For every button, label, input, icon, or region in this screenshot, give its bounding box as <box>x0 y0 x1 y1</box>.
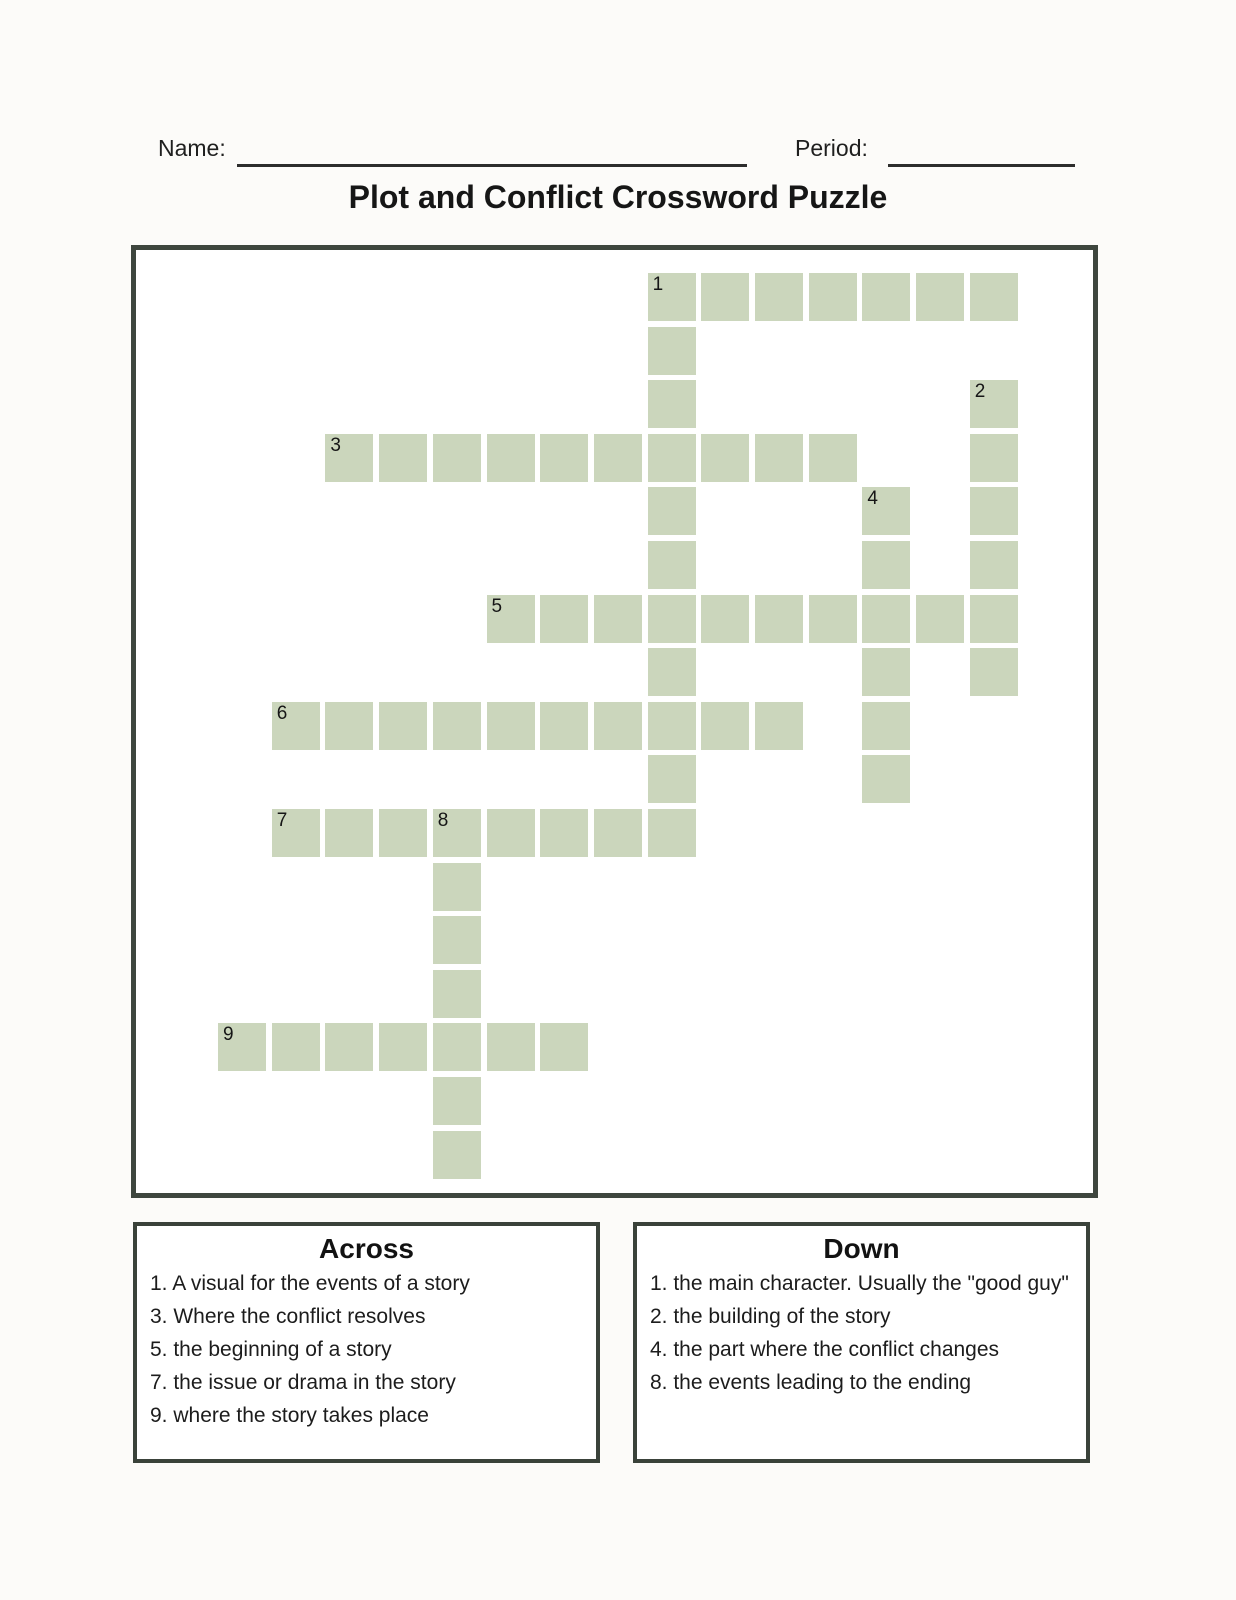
clue-item-across-1: 1. A visual for the events of a story <box>150 1272 470 1295</box>
crossword-cell[interactable] <box>648 755 696 803</box>
clue-item-down-4: 4. the part where the conflict changes <box>650 1338 1000 1361</box>
crossword-cell[interactable] <box>648 595 696 643</box>
crossword-cell[interactable] <box>701 702 749 750</box>
crossword-cell[interactable] <box>325 809 373 857</box>
crossword-cell[interactable] <box>433 1077 481 1125</box>
crossword-cell[interactable] <box>648 434 696 482</box>
crossword-cell[interactable] <box>916 273 964 321</box>
clue-item-down-8: 8. the events leading to the ending <box>650 1371 972 1394</box>
crossword-cell[interactable] <box>325 434 373 482</box>
crossword-grid <box>131 245 1098 1198</box>
crossword-cell[interactable] <box>648 702 696 750</box>
cell-number: 2 <box>974 381 986 403</box>
cell-number: 3 <box>330 434 341 456</box>
crossword-cell[interactable] <box>755 595 803 643</box>
crossword-cell[interactable] <box>433 863 481 911</box>
crossword-cell[interactable] <box>970 434 1018 482</box>
crossword-cell[interactable] <box>862 273 910 321</box>
crossword-cell[interactable] <box>970 380 1018 428</box>
clue-item-across-3: 3. Where the conflict resolves <box>150 1305 426 1328</box>
crossword-cell[interactable] <box>755 434 803 482</box>
crossword-cell[interactable] <box>540 702 588 750</box>
crossword-cell[interactable] <box>594 702 642 750</box>
cell-number: 9 <box>223 1024 234 1046</box>
crossword-cell[interactable] <box>970 273 1018 321</box>
crossword-cell[interactable] <box>487 595 535 643</box>
crossword-cell[interactable] <box>648 273 696 321</box>
crossword-cell[interactable] <box>648 648 696 696</box>
crossword-cell[interactable] <box>755 702 803 750</box>
cell-number: 6 <box>276 702 288 724</box>
crossword-cell[interactable] <box>433 916 481 964</box>
crossword-cell[interactable] <box>809 434 857 482</box>
crossword-cell[interactable] <box>594 434 642 482</box>
crossword-cell[interactable] <box>970 648 1018 696</box>
crossword-cell[interactable] <box>540 1023 588 1071</box>
crossword-cell[interactable] <box>540 595 588 643</box>
crossword-cell[interactable] <box>648 380 696 428</box>
crossword-cell[interactable] <box>433 809 481 857</box>
down-clue-list <box>650 1267 1073 1399</box>
crossword-cell[interactable] <box>970 487 1018 535</box>
down-clues-title: Down <box>823 1233 900 1264</box>
crossword-cell[interactable] <box>648 541 696 589</box>
clue-item-across-5: 5. the beginning of a story <box>150 1338 392 1361</box>
crossword-cell[interactable] <box>755 273 803 321</box>
crossword-cell[interactable] <box>970 595 1018 643</box>
crossword-cell[interactable] <box>433 434 481 482</box>
page-title: Plot and Conflict Crossword Puzzle <box>348 179 888 215</box>
crossword-cell[interactable] <box>272 702 320 750</box>
crossword-cell[interactable] <box>379 1023 427 1071</box>
name-input-line[interactable] <box>237 164 747 167</box>
clue-item-down-1: 1. the main character. Usually the "good guy" <box>650 1272 1069 1295</box>
cell-number: 5 <box>491 595 503 617</box>
down-clues-box <box>633 1222 1090 1463</box>
crossword-cell[interactable] <box>433 1023 481 1071</box>
crossword-cell[interactable] <box>648 487 696 535</box>
crossword-cell[interactable] <box>433 1131 481 1179</box>
crossword-cell[interactable] <box>648 809 696 857</box>
crossword-cell[interactable] <box>862 755 910 803</box>
clue-item-down-2: 2. the building of the story <box>650 1305 891 1328</box>
crossword-cell[interactable] <box>809 273 857 321</box>
crossword-cell[interactable] <box>379 434 427 482</box>
crossword-cell[interactable] <box>648 327 696 375</box>
crossword-cell[interactable] <box>487 809 535 857</box>
crossword-cell[interactable] <box>540 434 588 482</box>
crossword-cell[interactable] <box>272 1023 320 1071</box>
crossword-cell[interactable] <box>701 273 749 321</box>
crossword-cell[interactable] <box>487 1023 535 1071</box>
crossword-cell[interactable] <box>916 595 964 643</box>
crossword-cell[interactable] <box>379 809 427 857</box>
crossword-cell[interactable] <box>701 595 749 643</box>
name-label: Name: <box>158 135 226 161</box>
crossword-cell[interactable] <box>325 702 373 750</box>
across-clues-box <box>133 1222 600 1463</box>
cell-number: 1 <box>652 274 664 295</box>
crossword-cell[interactable] <box>218 1023 266 1071</box>
crossword-cell[interactable] <box>272 809 320 857</box>
crossword-cell[interactable] <box>594 809 642 857</box>
crossword-cell[interactable] <box>862 595 910 643</box>
across-clues-title: Across <box>319 1233 414 1264</box>
crossword-cell[interactable] <box>701 434 749 482</box>
cell-number: 4 <box>867 488 878 510</box>
crossword-cell[interactable] <box>379 702 427 750</box>
crossword-cell[interactable] <box>487 434 535 482</box>
crossword-cell[interactable] <box>433 702 481 750</box>
crossword-cell[interactable] <box>970 541 1018 589</box>
cell-number: 8 <box>437 810 449 831</box>
period-input-line[interactable] <box>888 164 1075 167</box>
crossword-cell[interactable] <box>487 702 535 750</box>
crossword-cell[interactable] <box>862 648 910 696</box>
crossword-cell[interactable] <box>594 595 642 643</box>
crossword-cell[interactable] <box>862 487 910 535</box>
crossword-cell[interactable] <box>433 970 481 1018</box>
across-clue-list <box>150 1267 583 1432</box>
clue-item-across-7: 7. the issue or drama in the story <box>150 1371 456 1394</box>
crossword-cell[interactable] <box>540 809 588 857</box>
crossword-cell[interactable] <box>325 1023 373 1071</box>
crossword-cell[interactable] <box>862 541 910 589</box>
crossword-cell[interactable] <box>862 702 910 750</box>
period-label: Period: <box>795 135 868 161</box>
crossword-cell[interactable] <box>809 595 857 643</box>
clue-item-across-9: 9. where the story takes place <box>150 1404 429 1427</box>
cell-number: 7 <box>276 810 288 831</box>
